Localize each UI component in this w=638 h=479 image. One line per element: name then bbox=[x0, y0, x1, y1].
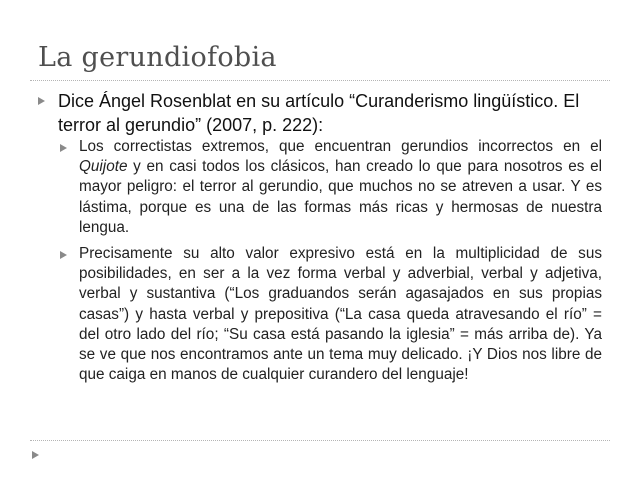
footer-divider bbox=[30, 440, 610, 441]
main-point-text: Dice Ángel Rosenblat en su artículo “Curanderismo lingüístico. El terror al gerundio” (2007, p. 222): bbox=[58, 91, 580, 135]
footer-arrow-icon bbox=[32, 451, 39, 459]
bullet-arrow-icon bbox=[60, 144, 67, 152]
sub-point-1-italic-title: Quijote bbox=[79, 158, 128, 176]
sub-point-1-text-start: Los correctistas extremos, que encuentran gerundios incorrectos en el bbox=[79, 138, 602, 155]
bullet-arrow-icon bbox=[38, 97, 45, 105]
title-divider bbox=[30, 80, 610, 81]
sub-point-1-text-end: y en casi todos los clásicos, han creado lo que para nosotros es el mayor peligro: el terror al gerundio, que muchos no se atreven a usar. Y es lástima, porque es una de las formas más ricas y hermosas de nuestra lengua. bbox=[79, 158, 602, 236]
bullet-arrow-icon bbox=[60, 251, 67, 259]
slide-title: La gerundiofobia bbox=[38, 42, 277, 73]
sub-point-2-text: Precisamente su alto valor expresivo está en la multiplicidad de sus posibilidades, en ser a la vez forma verbal y adverbial, verbal y adjetiva, verbal y sustantiva (“Los graduandos serán agasajados en sus propias casas”) y hasta verbal y prepositiva (“La casa queda atravesando el río” = del otro lado del río; “Su casa está pasando la iglesia” = más arriba de). Ya se ve que nos encontramos ante un tema muy delicado. ¡Y Dios nos libre de que caiga en manos de cualquier curandero del lenguaje! bbox=[79, 245, 602, 384]
sub-point-1-text bbox=[79, 137, 602, 238]
